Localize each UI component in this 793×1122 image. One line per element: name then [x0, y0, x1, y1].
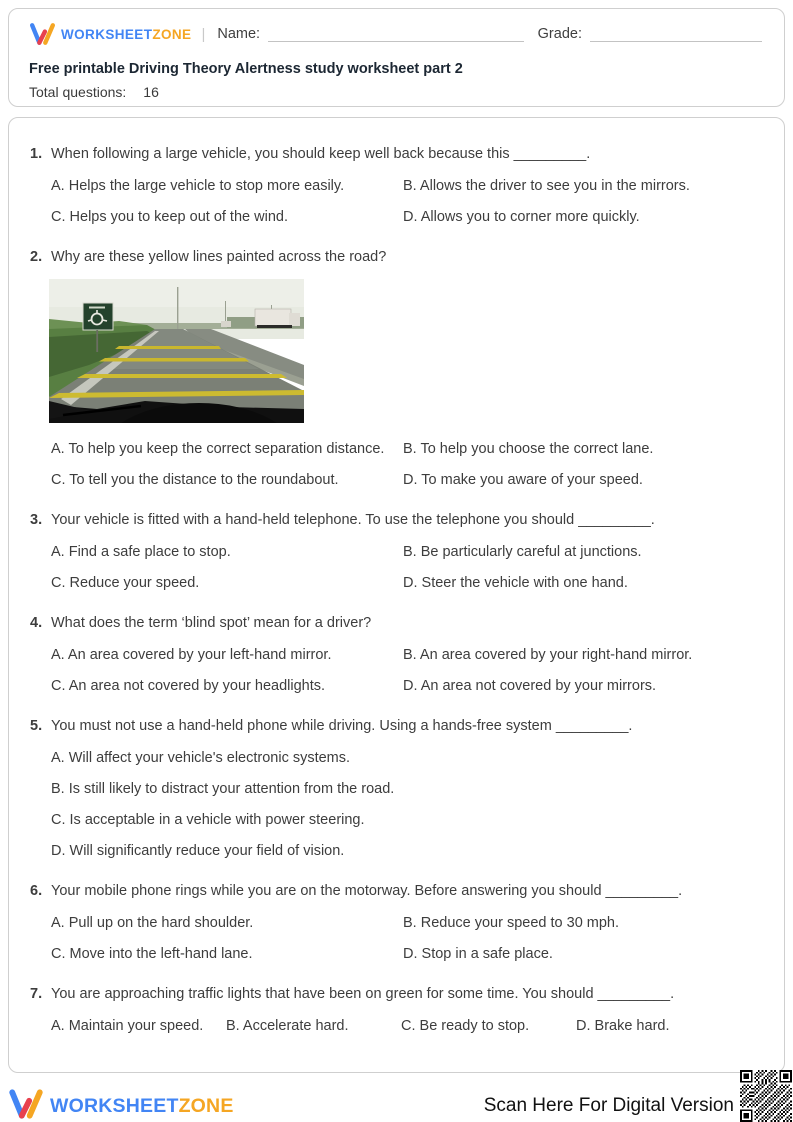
question-number: 4. [30, 615, 43, 631]
option-a: A. Maintain your speed. [51, 1018, 204, 1034]
question-3 [30, 510, 764, 604]
grade-blank-line [590, 27, 762, 42]
option-c: C. Be ready to stop. [401, 1018, 530, 1034]
option-c: C. Is acceptable in a vehicle with power steering. [51, 812, 365, 828]
option-d: D. Stop in a safe place. [403, 946, 553, 962]
brand-wordmark: WORKSHEETZONE [61, 26, 192, 42]
question-text: You are approaching traffic lights that have been on green for some time. You should _________. [51, 986, 675, 1002]
option-b: B. To help you choose the correct lane. [403, 441, 654, 457]
question-number: 6. [30, 883, 43, 899]
question-5 [30, 716, 764, 872]
option-d: D. Allows you to corner more quickly. [403, 209, 640, 225]
option-c: C. Move into the left-hand lane. [51, 946, 253, 962]
option-b: B. Be particularly careful at junctions. [403, 544, 642, 560]
name-blank-line [268, 27, 524, 42]
questions-card [8, 117, 785, 1073]
option-a: A. An area covered by your left-hand mirror. [51, 647, 332, 663]
option-c: C. An area not covered by your headlights. [51, 678, 326, 694]
option-d: D. Brake hard. [576, 1018, 670, 1034]
question-7 [30, 984, 764, 1047]
option-b: B. An area covered by your right-hand mirror. [403, 647, 693, 663]
question-text: Your vehicle is fitted with a hand-held telephone. To use the telephone you should _________. [51, 512, 655, 528]
brand-wordmark: WORKSHEETZONE [50, 1095, 234, 1117]
question-4 [30, 613, 764, 707]
option-b: B. Allows the driver to see you in the mirrors. [403, 178, 690, 194]
option-d: D. Steer the vehicle with one hand. [403, 575, 628, 591]
option-d: D. To make you aware of your speed. [403, 472, 643, 488]
option-a: A. Helps the large vehicle to stop more easily. [51, 178, 345, 194]
question-text: When following a large vehicle, you should keep well back because this _________. [51, 146, 591, 162]
option-b: B. Reduce your speed to 30 mph. [403, 915, 620, 931]
total-questions-label: Total questions: [29, 84, 127, 100]
option-d: D. An area not covered by your mirrors. [403, 678, 657, 694]
footer-logo [8, 1088, 234, 1122]
option-a: A. Will affect your vehicle's electronic systems. [51, 750, 351, 766]
worksheet-title: Free printable Driving Theory Alertness study worksheet part 2 [29, 61, 463, 77]
question-6 [30, 881, 764, 975]
worksheetzone-logo-icon [8, 1088, 44, 1122]
option-c: C. Helps you to keep out of the wind. [51, 209, 288, 225]
name-label: Name: [217, 26, 261, 42]
option-c: C. To tell you the distance to the roundabout. [51, 472, 339, 488]
qr-code [740, 1070, 792, 1122]
option-c: C. Reduce your speed. [51, 575, 200, 591]
option-a: A. Find a safe place to stop. [51, 544, 231, 560]
question-text: Your mobile phone rings while you are on the motorway. Before answering you should _________. [51, 883, 683, 899]
question-text: You must not use a hand-held phone while driving. Using a hands-free system _________. [51, 718, 633, 734]
grade-label: Grade: [537, 26, 582, 42]
scan-here-text: Scan Here For Digital Version [483, 1095, 734, 1116]
road-photo [49, 279, 304, 423]
question-number: 1. [30, 146, 43, 162]
worksheetzone-logo-icon [29, 22, 56, 46]
question-text: What does the term ‘blind spot’ mean for a driver? [51, 615, 372, 631]
question-text: Why are these yellow lines painted across the road? [51, 249, 387, 265]
option-a: A. Pull up on the hard shoulder. [51, 915, 254, 931]
question-number: 2. [30, 249, 43, 265]
header-card [8, 8, 785, 107]
question-number: 3. [30, 512, 43, 528]
question-number: 5. [30, 718, 43, 734]
option-b: B. Is still likely to distract your attention from the road. [51, 781, 395, 797]
worksheetzone-logo [29, 22, 191, 46]
option-d: D. Will significantly reduce your field of vision. [51, 843, 345, 859]
question-number: 7. [30, 986, 43, 1002]
question-1 [30, 144, 764, 238]
header-separator: | [201, 25, 206, 43]
total-questions-value: 16 [143, 84, 159, 100]
question-2 [30, 247, 764, 501]
option-b: B. Accelerate hard. [226, 1018, 349, 1034]
option-a: A. To help you keep the correct separation distance. [51, 441, 385, 457]
